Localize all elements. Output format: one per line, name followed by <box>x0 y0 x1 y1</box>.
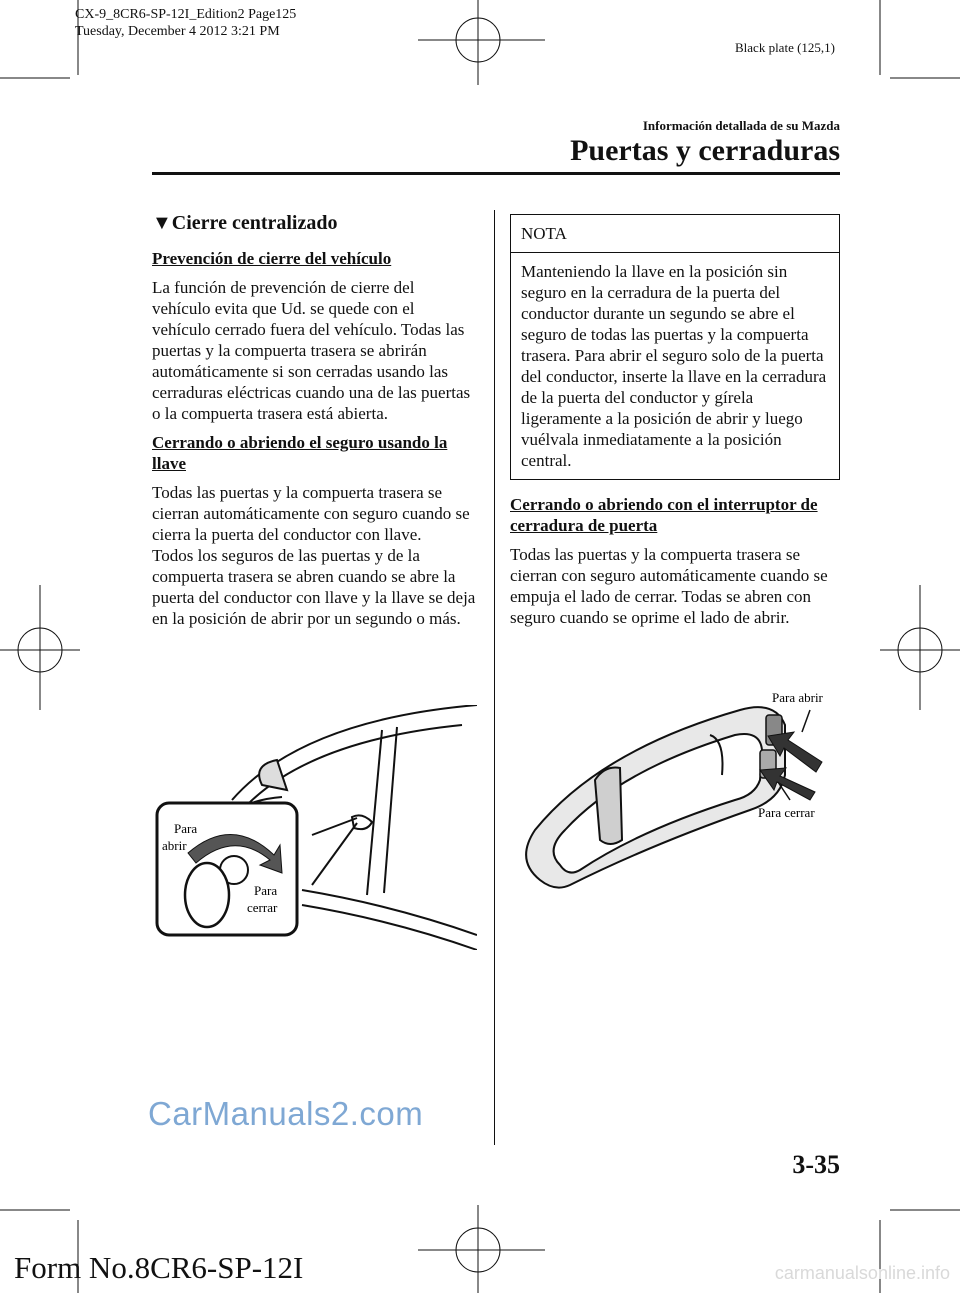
plate-label: Black plate (125,1) <box>735 40 835 55</box>
note-title: NOTA <box>511 215 839 253</box>
figure-door-lock-switch <box>510 680 840 890</box>
fig-label-close-2: cerrar <box>247 900 278 915</box>
fig-label-open-1: Para <box>174 821 198 836</box>
subheading-key-lock: Cerrando o abriendo el seguro usando la llave <box>152 433 448 473</box>
subheading-lock-prevention: Prevención de cierre del vehículo <box>152 249 392 268</box>
topic-heading: ▼Cierre centralizado <box>152 212 338 234</box>
fig-label-open-2: abrir <box>162 838 187 853</box>
print-header-line2: Tuesday, December 4 2012 3:21 PM <box>75 24 280 39</box>
section-subtitle: Información detallada de su Mazda <box>642 118 840 133</box>
note-box <box>510 214 840 480</box>
site-watermark: carmanualsonline.info <box>774 1263 950 1283</box>
note-body: Manteniendo la llave en la posición sin seguro en la cerradura de la puerta del conductor durante un segundo se abre el seguro de todas las puertas y la compuerta trasera. Para abrir el seguro solo de la puerta del conductor, inserte la llave en la cerradura de la puerta del conductor y gírela ligeramente a la posición de abrir y luego vuélvala inmediatamente a la posición central. <box>521 262 827 470</box>
watermark-logo: CarManuals2.com <box>148 1095 424 1132</box>
fig-label-close: Para cerrar <box>758 805 815 820</box>
paragraph-lock-prevention: La función de prevención de cierre del vehículo evita que Ud. se quede con el vehículo cerrado fuera del vehículo. Todas las puertas y la compuerta trasera se abrirán automáticamente si son cerradas usando las cerraduras eléctricas cuando una de las puertas o la compuerta trasera está abierta. <box>152 278 471 423</box>
print-header <box>75 6 296 40</box>
page-number: 3-35 <box>792 1150 840 1179</box>
key-icon <box>185 863 229 927</box>
paragraph-door-switch: Todas las puertas y la compuerta trasera se cierran con seguro automáticamente cuando se empuja el lado de cerrar. Todas se abren con seguro cuando se oprime el lado de abrir. <box>510 545 828 627</box>
paragraph-key-unlock: Todos los seguros de las puertas y de la compuerta trasera se abren cuando se abre la puerta del conductor con llave y la llave se deja en la posición de abrir por un segundo o más. <box>152 546 476 628</box>
right-column <box>510 214 840 636</box>
print-header-line1: CX-9_8CR6-SP-12I_Edition2 Page125 <box>75 7 297 22</box>
fig-label-close-1: Para <box>254 883 278 898</box>
form-number: Form No.8CR6-SP-12I <box>14 1250 304 1285</box>
header-rule <box>152 172 840 175</box>
figure-car-door-key <box>152 705 477 950</box>
fig-label-open: Para abrir <box>772 690 823 705</box>
section-title: Puertas y cerraduras <box>570 134 840 167</box>
subheading-door-switch: Cerrando o abriendo con el interruptor de cerradura de puerta <box>510 495 818 535</box>
left-column <box>152 210 477 637</box>
column-divider <box>494 210 495 1145</box>
paragraph-key-lock: Todas las puertas y la compuerta trasera se cierran automáticamente con seguro cuando se cierra la puerta del conductor con llave. <box>152 483 470 544</box>
